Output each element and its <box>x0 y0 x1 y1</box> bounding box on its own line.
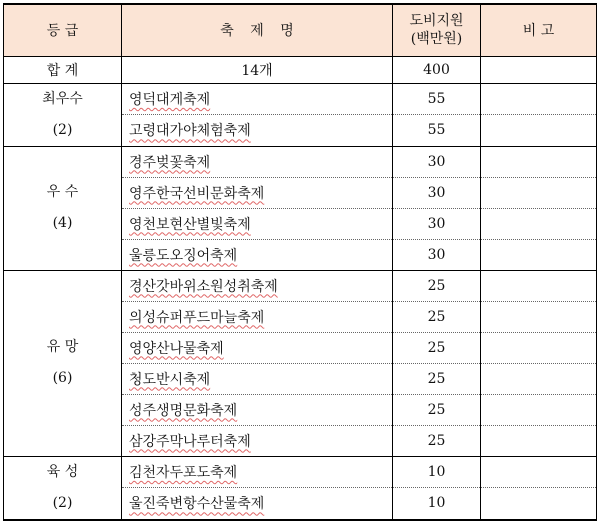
festival-name-cell <box>122 363 393 394</box>
festival-name: 성주생명문화축제 <box>129 402 238 419</box>
festival-name-cell <box>122 83 393 115</box>
total-row <box>4 56 597 83</box>
festival-name-cell <box>122 488 393 520</box>
festival-name: 영덕대게축제 <box>129 91 211 108</box>
festival-name: 경산갓바위소원성취축제 <box>129 278 278 295</box>
remark-cell <box>481 239 597 270</box>
support-amount: 55 <box>393 83 481 115</box>
remark-cell <box>481 394 597 425</box>
header-row <box>4 4 597 56</box>
festival-name-cell <box>122 456 393 488</box>
header-remark: 비 고 <box>481 4 597 56</box>
remark-cell <box>481 301 597 332</box>
grade-count: (6) <box>52 370 73 386</box>
festival-name-cell <box>122 239 393 270</box>
grade-cell <box>4 456 122 520</box>
festival-row <box>4 83 597 115</box>
festival-name: 의성슈퍼푸드마늘축제 <box>129 309 265 326</box>
festival-name-cell <box>122 301 393 332</box>
festival-name-cell <box>122 208 393 239</box>
festival-name: 경주벚꽃축제 <box>129 154 211 171</box>
total-count: 14개 <box>122 56 393 83</box>
festival-name: 청도반시축제 <box>129 371 211 388</box>
grade-label: 유 망 <box>46 339 79 355</box>
festival-row <box>4 270 597 301</box>
support-amount: 30 <box>393 208 481 239</box>
festival-name-cell <box>122 425 393 456</box>
header-support-line2: (백만원) <box>410 31 463 48</box>
total-amount: 400 <box>393 56 481 83</box>
festival-groups <box>4 83 597 520</box>
support-amount: 10 <box>393 456 481 488</box>
support-amount: 10 <box>393 488 481 520</box>
remark-cell <box>481 332 597 363</box>
festival-name: 삼강주막나루터축제 <box>129 433 251 450</box>
support-amount: 55 <box>393 115 481 147</box>
grade-cell <box>4 270 122 456</box>
festival-name: 고령대가야체험축제 <box>129 123 251 140</box>
support-amount: 30 <box>393 146 481 177</box>
festival-name: 울진죽변항수산물축제 <box>129 496 265 513</box>
support-amount: 25 <box>393 270 481 301</box>
grade-count: (4) <box>52 215 73 231</box>
support-amount: 25 <box>393 394 481 425</box>
grade-label: 최우수 <box>42 90 83 107</box>
festival-row <box>4 456 597 488</box>
grade-cell <box>4 83 122 146</box>
grade-label: 육 성 <box>46 463 79 480</box>
festival-name-cell <box>122 177 393 208</box>
remark-cell <box>481 83 597 115</box>
festival-name: 영양산나물축제 <box>129 340 224 357</box>
header-support-line1: 도비지원 <box>409 13 464 30</box>
festival-name-cell <box>122 332 393 363</box>
remark-cell <box>481 208 597 239</box>
header-support <box>393 4 481 56</box>
header-festival-name: 축 제 명 <box>122 4 393 56</box>
festival-name: 울릉도오징어축제 <box>129 247 238 264</box>
grade-count: (2) <box>52 494 73 511</box>
festival-name-cell <box>122 115 393 147</box>
grade-count: (2) <box>52 121 73 138</box>
remark-cell <box>481 115 597 147</box>
remark-cell <box>481 270 597 301</box>
festival-name: 영주한국선비문화축제 <box>129 185 265 202</box>
total-remark <box>481 56 597 83</box>
header-grade: 등 급 <box>4 4 122 56</box>
festival-name-cell <box>122 146 393 177</box>
support-amount: 30 <box>393 239 481 270</box>
support-amount: 25 <box>393 363 481 394</box>
grade-label: 우 수 <box>46 184 79 200</box>
total-label: 합 계 <box>4 56 122 83</box>
festival-name-cell <box>122 270 393 301</box>
remark-cell <box>481 425 597 456</box>
support-amount: 25 <box>393 301 481 332</box>
support-amount: 30 <box>393 177 481 208</box>
festival-row <box>4 146 597 177</box>
remark-cell <box>481 456 597 488</box>
remark-cell <box>481 363 597 394</box>
remark-cell <box>481 488 597 520</box>
remark-cell <box>481 146 597 177</box>
support-amount: 25 <box>393 425 481 456</box>
support-amount: 25 <box>393 332 481 363</box>
festival-name-cell <box>122 394 393 425</box>
festival-name: 김천자두포도축제 <box>129 464 238 481</box>
remark-cell <box>481 177 597 208</box>
festival-support-table <box>3 3 597 521</box>
grade-cell <box>4 146 122 270</box>
festival-name: 영천보현산별빛축제 <box>129 216 251 233</box>
